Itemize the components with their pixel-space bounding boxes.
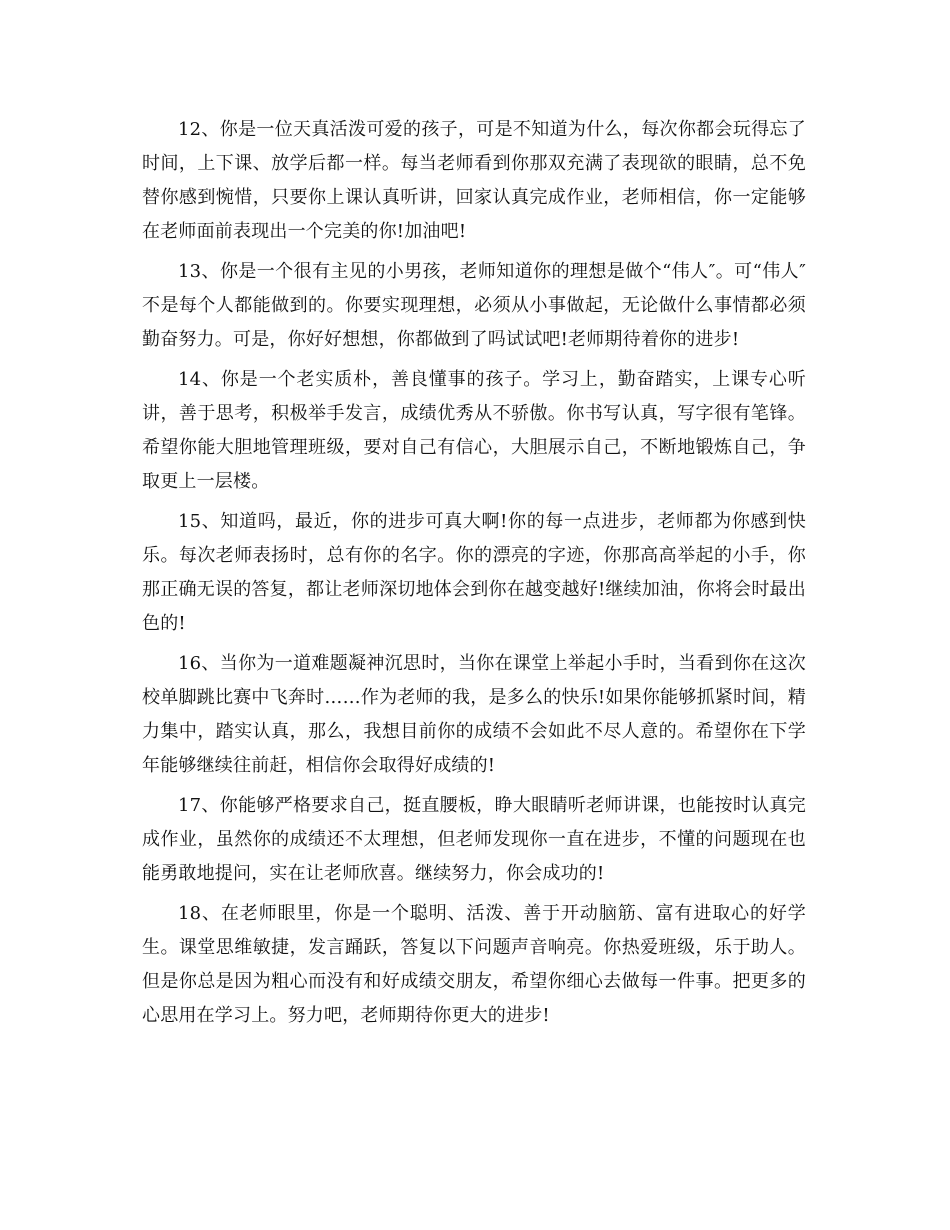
comment-paragraph-13: 13、你是一个很有主见的小男孩，老师知道你的理想是做个“伟人″。可“伟人″不是每个人都能做到的。你要实现理想，必须从小事做起，无论做什么事情都必须勤奋努力。可是，你好好想想，你都做到了吗试试吧!老师期待着你的进步!	[142, 261, 806, 350]
document-page	[142, 113, 806, 1039]
comment-paragraph-15: 15、知道吗，最近，你的进步可真大啊!你的每一点进步，老师都为你感到快乐。每次老师表扬时，总有你的名字。你的漂亮的字迹，你那高高举起的小手，你那正确无误的答复，都让老师深切地体会到你在越变越好!继续加油，你将会时最出色的!	[142, 511, 806, 634]
comment-paragraph-17: 17、你能够严格要求自己，挺直腰板，睁大眼睛听老师讲课，也能按时认真完成作业，虽然你的成绩还不太理想，但老师发现你一直在进步，不懂的问题现在也能勇敢地提问，实在让老师欣喜。继续努力，你会成功的!	[142, 795, 806, 884]
comment-paragraph-18: 18、在老师眼里，你是一个聪明、活泼、善于开动脑筋、富有进取心的好学生。课堂思维敏捷，发言踊跃，答复以下问题声音响亮。你热爱班级，乐于助人。但是你总是因为粗心而没有和好成绩交朋友，希望你细心去做每一件事。把更多的心思用在学习上。努力吧，老师期待你更大的进步!	[142, 903, 806, 1026]
comment-paragraph-16: 16、当你为一道难题凝神沉思时，当你在课堂上举起小手时，当看到你在这次校单脚跳比赛中飞奔时……作为老师的我，是多么的快乐!如果你能够抓紧时间，精力集中，踏实认真，那么，我想目前你的成绩不会如此不尽人意的。希望你在下学年能够继续往前赶，相信你会取得好成绩的!	[142, 653, 806, 776]
comment-paragraph-14: 14、你是一个老实质朴，善良懂事的孩子。学习上，勤奋踏实，上课专心听讲，善于思考，积极举手发言，成绩优秀从不骄傲。你书写认真，写字很有笔锋。希望你能大胆地管理班级，要对自己有信心，大胆展示自己，不断地锻炼自己，争取更上一层楼。	[142, 369, 806, 492]
comment-paragraph-12: 12、你是一位天真活泼可爱的孩子，可是不知道为什么，每次你都会玩得忘了时间，上下课、放学后都一样。每当老师看到你那双充满了表现欲的眼睛，总不免替你感到惋惜，只要你上课认真听讲，回家认真完成作业，老师相信，你一定能够在老师面前表现出一个完美的你!加油吧!	[142, 119, 806, 242]
